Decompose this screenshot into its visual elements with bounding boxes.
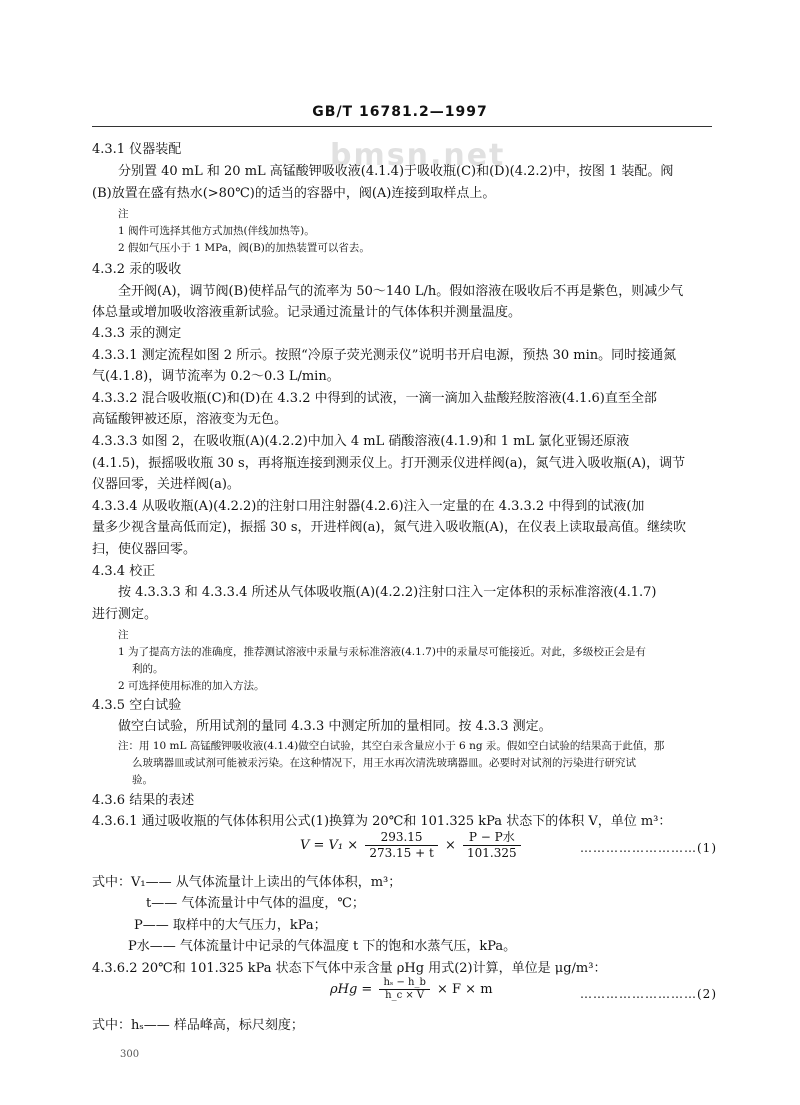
leader-dots: ……………………… — [580, 841, 697, 855]
paragraph-line: (4.1.5)，振摇吸收瓶 30 s，再将瓶连接到测汞仪上。打开测汞仪进样阀(a)，氮气进入吸收瓶(A)，调节 — [92, 456, 686, 471]
page-header-standard-number: GB/T 16781.2—1997 — [312, 104, 488, 120]
paragraph-line: 气(4.1.8)，调节流率为 0.2～0.3 L/min。 — [92, 369, 340, 384]
section-heading-4-3-4: 4.3.4 校正 — [92, 564, 156, 579]
paragraph-line: 4.3.3.2 混合吸收瓶(C)和(D)在 4.3.2 中得到的试液，一滴一滴加入盐酸羟胺溶液(4.1.6)直至全部 — [92, 391, 657, 406]
fraction-denominator: 273.15 + t — [369, 846, 434, 860]
paragraph-line: 进行测定。 — [92, 607, 158, 622]
formula-1-fraction-a — [365, 830, 438, 861]
formula-2-leader — [580, 987, 717, 1001]
section-heading-4-3-1: 4.3.1 仪器装配 — [92, 142, 182, 157]
note-item: 1 为了提高方法的准确度，推荐测试溶液中汞量与汞标准溶液(4.1.7)中的汞量尽可能接近。对此，多级校正会是有 — [118, 646, 646, 658]
paragraph-line: 4.3.3.4 从吸收瓶(A)(4.2.2)的注射口用注射器(4.2.6)注入一定量的在 4.3.3.2 中得到的试液(加 — [92, 499, 645, 514]
paragraph-line: 4.3.3.3 如图 2，在吸收瓶(A)(4.2.2)中加入 4 mL 硝酸溶液(4.1.9)和 1 mL 氯化亚锡还原液 — [92, 434, 630, 449]
symbol-definition: t—— 气体流量计中气体的温度，℃； — [146, 896, 365, 911]
note-item: 2 假如气压小于 1 MPa，阀(B)的加热装置可以省去。 — [118, 242, 370, 254]
note-line: 注：用 10 mL 高锰酸钾吸收液(4.1.4)做空白试验，其空白汞含量应小于 6 ng 汞。假如空白试验的结果高于此值，那 — [118, 740, 665, 752]
symbol-definition: P水—— 气体流量计中记录的气体温度 t 下的饱和水蒸气压，kPa。 — [128, 939, 517, 954]
paragraph-line: 高锰酸钾被还原，溶液变为无色。 — [92, 412, 288, 427]
note-line: 么玻璃器皿或试剂可能被汞污染。在这种情况下，用王水再次清洗玻璃器皿。必要时对试剂的污染进行研究试 — [132, 757, 636, 769]
paragraph-line: 分别置 40 mL 和 20 mL 高锰酸钾吸收液(4.1.4)于吸收瓶(C)和(D)(4.2.2)中，按图 1 装配。阀 — [118, 164, 674, 179]
formula-2-rest: × F × m — [437, 982, 493, 997]
note-label: 注 — [118, 208, 129, 220]
note-label: 注 — [118, 629, 129, 641]
formula-2-lhs: ρHg = — [330, 982, 373, 997]
paragraph-line: 4.3.3.1 测定流程如图 2 所示。按照“冷原子荧光测汞仪”说明书开启电源，预热 30 min。同时接通氮 — [92, 348, 677, 363]
equation-number: (2) — [697, 987, 717, 1001]
paragraph-line: 做空白试验，所用试剂的量同 4.3.3 中测定所加的量相同。按 4.3.3 测定。 — [118, 719, 552, 734]
paragraph-line: (B)放置在盛有热水(>80℃)的适当的容器中，阀(A)连接到取样点上。 — [92, 186, 496, 201]
paragraph-line: 扫，使仪器回零。 — [92, 542, 197, 557]
note-line: 验。 — [132, 774, 153, 786]
section-heading-4-3-2: 4.3.2 汞的吸收 — [92, 262, 182, 277]
header-rule — [92, 126, 712, 127]
symbol-definition: 式中：hₛ—— 样品峰高，标尺刻度； — [92, 1018, 304, 1033]
equation-number: (1) — [697, 841, 717, 855]
paragraph-line: 4.3.6.2 20℃和 101.325 kPa 状态下气体中汞含量 ρHg 用式(2)计算，单位是 μg/m³： — [92, 961, 607, 976]
paragraph-line: 4.3.6.1 通过吸收瓶的气体体积用公式(1)换算为 20℃和 101.325 kPa 状态下的体积 V，单位 m³： — [92, 814, 672, 829]
fraction-numerator: hₛ − h_b — [379, 977, 429, 990]
formula-2-fraction — [379, 977, 429, 1002]
paragraph-line: 体总量或增加吸收溶液重新试验。记录通过流量计的气体体积并测量温度。 — [92, 305, 522, 320]
symbol-definition: P—— 取样中的大气压力，kPa； — [134, 918, 327, 933]
paragraph-line: 仪器回零，关进样阀(a)。 — [92, 477, 240, 492]
fraction-denominator: 101.325 — [467, 846, 517, 860]
fraction-numerator: P − P水 — [463, 830, 521, 846]
watermark: bmsn.net — [330, 138, 506, 173]
note-item: 2 可选择使用标准的加入方法。 — [118, 680, 265, 692]
note-item: 利的。 — [132, 663, 164, 675]
paragraph-line: 量多少视含量高低而定)，振摇 30 s，开进样阀(a)，氮气进入吸收瓶(A)，在仪表上读取最高值。继续吹 — [92, 520, 686, 535]
symbol-definition: 式中：V₁—— 从气体流量计上读出的气体体积，m³； — [92, 875, 402, 890]
paragraph-line: 全开阀(A)，调节阀(B)使样品气的流率为 50～140 L/h。假如溶液在吸收后不再是紫色，则减少气 — [118, 284, 684, 299]
paragraph-line: 按 4.3.3.3 和 4.3.3.4 所述从气体吸收瓶(A)(4.2.2)注射口注入一定体积的汞标准溶液(4.1.7) — [118, 585, 657, 600]
page-number: 300 — [120, 1049, 140, 1060]
leader-dots: ……………………… — [580, 987, 697, 1001]
times-sign: × — [444, 838, 456, 853]
formula-1 — [300, 830, 524, 861]
section-heading-4-3-3: 4.3.3 汞的测定 — [92, 326, 182, 341]
note-item: 1 阀件可选择其他方式加热(伴线加热等)。 — [118, 225, 315, 237]
section-heading-4-3-6: 4.3.6 结果的表述 — [92, 793, 195, 808]
formula-2 — [330, 977, 493, 1002]
section-heading-4-3-5: 4.3.5 空白试验 — [92, 698, 182, 713]
formula-1-leader — [580, 841, 717, 855]
formula-1-fraction-b — [463, 830, 521, 861]
fraction-denominator: h_c × V — [385, 990, 425, 1001]
fraction-numerator: 293.15 — [365, 830, 438, 846]
formula-1-lhs: V = V₁ × — [300, 838, 359, 853]
